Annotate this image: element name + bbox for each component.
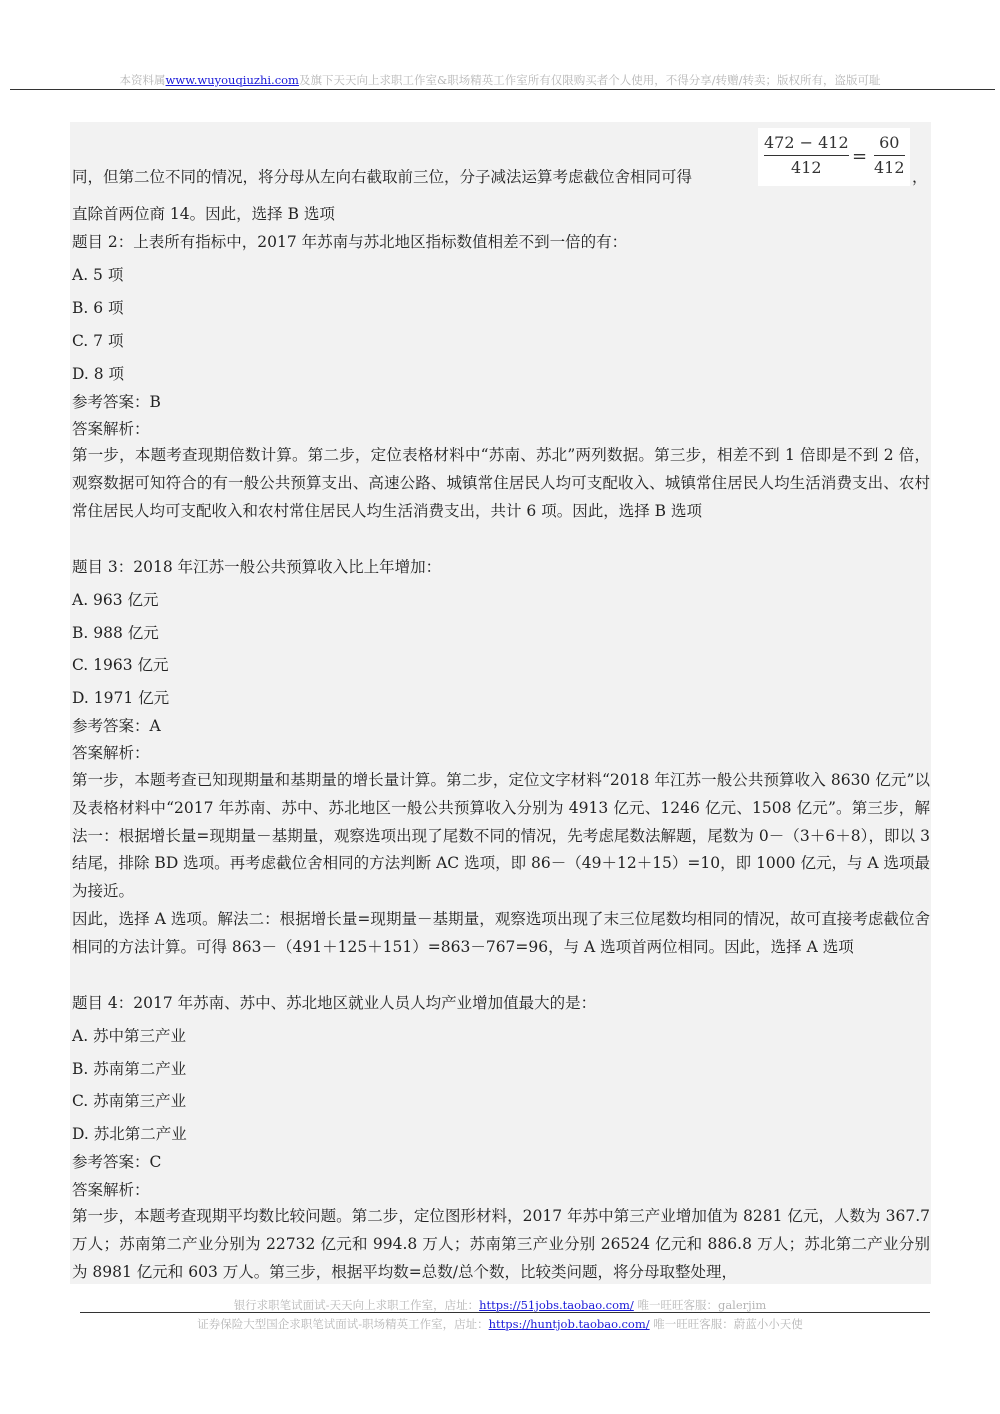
fraction-bar <box>764 155 849 156</box>
q4-answer: 参考答案：C <box>72 1153 162 1171</box>
q4-analysis-label: 答案解析： <box>72 1181 150 1199</box>
header-divider <box>10 89 995 90</box>
footer-2-suffix: 唯一旺旺客服：蔚蓝小小天使 <box>653 1317 803 1331</box>
header-prefix: 本资料属 <box>119 73 166 87</box>
q4-title: 题目 4：2017 年苏南、苏中、苏北地区就业人员人均产业增加值最大的是： <box>72 994 597 1012</box>
formula-equals: = <box>852 146 868 167</box>
q2-option-c: C. 7 项 <box>72 332 124 350</box>
intro-comma: ， <box>912 168 928 186</box>
q2-answer: 参考答案：B <box>72 393 161 411</box>
formula-fraction-left <box>764 133 849 178</box>
formula-numerator-right: 60 <box>879 133 900 152</box>
q2-analysis: 第一步，本题考查现期倍数计算。第二步，定位表格材料中“苏南、苏北”两列数据。第三步，相差不到 1 倍即是不到 2 倍，观察数据可知符合的有一般公共预算支出、高速公路、城镇常住居民人均可支配收入、城镇常住居民人均生活消费支出、农村常住居民人均可支配收入和农村常住居民人均生活消费支出，共计 6 项。因此，选择 B 选项 <box>72 446 930 520</box>
fraction-bar <box>874 155 905 156</box>
q2-analysis-label: 答案解析： <box>72 420 150 438</box>
q2-option-d: D. 8 项 <box>72 365 125 383</box>
q3-option-a: A. 963 亿元 <box>72 591 159 609</box>
footer-divider <box>80 1312 930 1313</box>
q3-analysis-label: 答案解析： <box>72 744 150 762</box>
q2-option-a: A. 5 项 <box>72 266 124 284</box>
q3-option-d: D. 1971 亿元 <box>72 689 170 707</box>
content-area <box>70 122 931 1284</box>
q3-option-b: B. 988 亿元 <box>72 624 159 642</box>
intro-line-2: 直除首两位商 14。因此，选择 B 选项 <box>72 205 335 223</box>
footer-line-2 <box>0 1316 1000 1332</box>
q3-option-c: C. 1963 亿元 <box>72 656 169 674</box>
q3-title: 题目 3：2018 年江苏一般公共预算收入比上年增加： <box>72 558 442 576</box>
page-header <box>0 72 1000 88</box>
q4-option-c: C. 苏南第三产业 <box>72 1092 187 1110</box>
q2-option-b: B. 6 项 <box>72 299 124 317</box>
formula-denominator-left: 412 <box>791 158 822 177</box>
footer-2-prefix: 证券保险大型国企求职笔试面试-职场精英工作室，店址： <box>197 1317 489 1331</box>
q4-option-b: B. 苏南第二产业 <box>72 1060 187 1078</box>
q2-title: 题目 2：上表所有指标中，2017 年苏南与苏北地区指标数值相差不到一倍的有： <box>72 233 628 251</box>
q4-option-d: D. 苏北第二产业 <box>72 1125 187 1143</box>
footer-1-prefix: 银行求职笔试面试-天天向上求职工作室，店址： <box>233 1298 480 1312</box>
intro-line-1: 同，但第二位不同的情况，将分母从左向右截取前三位，分子减法运算考虑截位舍相同可得 <box>72 168 693 186</box>
formula-image <box>758 128 910 186</box>
header-link[interactable]: www.wuyouqiuzhi.com <box>165 73 299 87</box>
footer-1-link[interactable]: https://51jobs.taobao.com/ <box>479 1298 634 1312</box>
q3-analysis-part-1: 第一步，本题考查已知现期量和基期量的增长量计算。第二步，定位文字材料“2018 年江苏一般公共预算收入 8630 亿元”以及表格材料中“2017 年苏南、苏中、苏北地区一般公共预算收入分别为 4913 亿元、1246 亿元、1508 亿元”。第三步，解法一：根据增长量=现期量－基期量，观察选项出现了尾数不同的情况，先考虑尾数法解题，尾数为 0－（3＋6＋8），即以 3 结尾，排除 BD 选项。再考虑截位舍相同的方法判断 AC 选项，即 86－（49＋12＋15）=10，即 1000 亿元，与 A 选项最为接近。 <box>72 771 930 901</box>
q3-answer: 参考答案：A <box>72 717 161 735</box>
formula-denominator-right: 412 <box>874 158 905 177</box>
footer-1-suffix: 唯一旺旺客服：galerjim <box>637 1298 767 1312</box>
footer-2-link[interactable]: https://huntjob.taobao.com/ <box>488 1317 650 1331</box>
formula-fraction-right <box>874 133 905 178</box>
q3-analysis-part-2: 因此，选择 A 选项。解法二：根据增长量=现期量－基期量，观察选项出现了末三位尾数均相同的情况，故可直接考虑截位舍相同的方法计算。可得 863－（491＋125＋151）=863－767=96，与 A 选项首两位相同。因此，选择 A 选项 <box>72 910 930 956</box>
header-suffix: 及旗下天天向上求职工作室&职场精英工作室所有仅限购买者个人使用，不得分享/转赠/转卖；版权所有，盗版可耻 <box>298 73 881 87</box>
q4-analysis: 第一步，本题考查现期平均数比较问题。第二步，定位图形材料，2017 年苏中第三产业增加值为 8281 亿元，人数为 367.7 万人；苏南第二产业分别为 22732 亿元和 994.8 万人；苏南第三产业分别 26524 亿元和 886.8 万人；苏北第二产业分别为 8981 亿元和 603 万人。第三步，根据平均数=总数/总个数，比较类问题，将分母取整处理， <box>72 1207 930 1281</box>
formula-numerator-left: 472 − 412 <box>764 133 849 152</box>
footer-line-1 <box>0 1297 1000 1313</box>
q4-option-a: A. 苏中第三产业 <box>72 1027 187 1045</box>
